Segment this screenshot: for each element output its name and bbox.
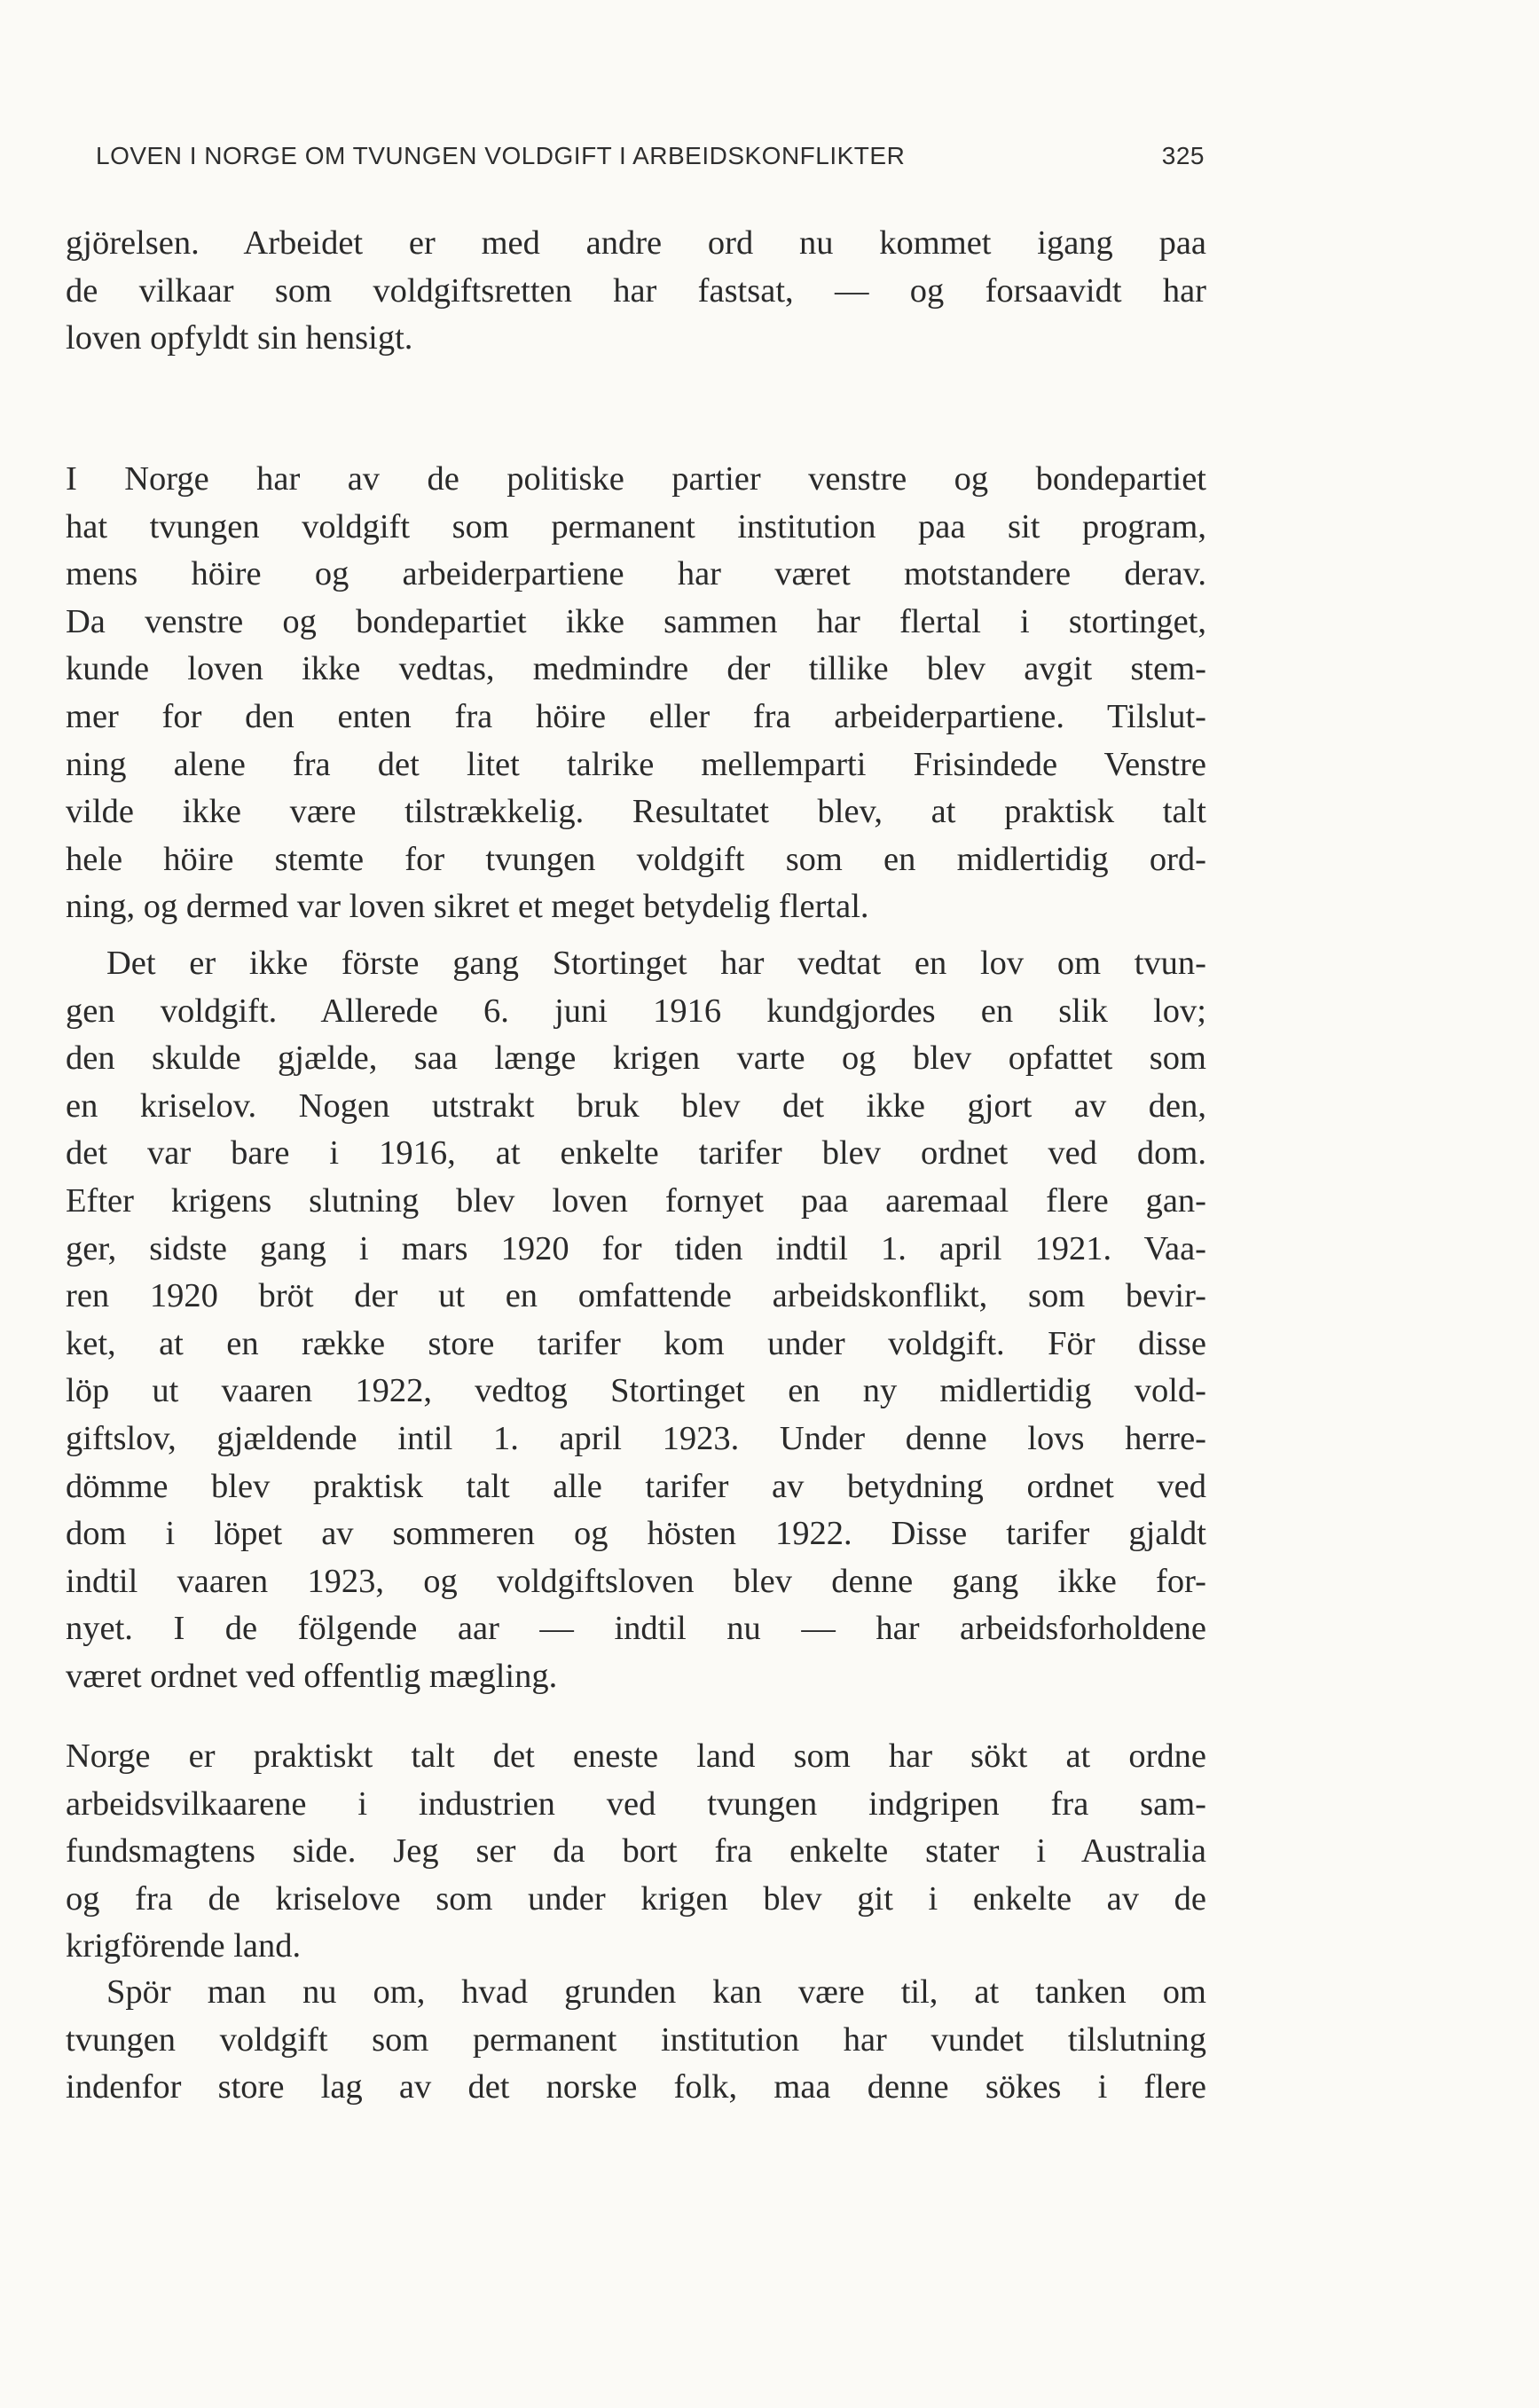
text-line: ren 1920 bröt der ut en omfattende arbeidskonflikt, som bevir- bbox=[66, 1277, 1206, 1315]
text-line: været ordnet ved offentlig mægling. bbox=[66, 1657, 558, 1695]
text-line: hat tvungen voldgift som permanent institution paa sit program, bbox=[66, 507, 1206, 545]
text-line: ket, at en række store tarifer kom under voldgift. För disse bbox=[66, 1324, 1206, 1362]
paragraph-political-parties bbox=[66, 456, 1206, 931]
text-line: indtil vaaren 1923, og voldgiftsloven blev denne gang ikke for- bbox=[66, 1562, 1206, 1600]
text-line: ning, og dermed var loven sikret et meget betydelig flertal. bbox=[66, 888, 869, 926]
text-line: loven opfyldt sin hensigt. bbox=[66, 319, 413, 357]
text-line: en kriselov. Nogen utstrakt bruk blev det ikke gjort av den, bbox=[66, 1086, 1206, 1125]
text-line: gjörelsen. Arbeidet er med andre ord nu kommet igang paa bbox=[66, 224, 1206, 262]
page-number: 325 bbox=[1161, 142, 1205, 169]
text-line: tvungen voldgift som permanent institution har vundet tilslutning bbox=[66, 2020, 1206, 2059]
text-line bbox=[66, 940, 1206, 988]
text-line: löp ut vaaren 1922, vedtog Stortinget en ny midlertidig vold- bbox=[66, 1372, 1206, 1410]
text-line: Efter krigens slutning blev loven fornyet paa aaremaal flere gan- bbox=[66, 1181, 1206, 1220]
text-line: kunde loven ikke vedtas, medmindre der tillike blev avgit stem- bbox=[66, 650, 1206, 688]
text-line: gen voldgift. Allerede 6. juni 1916 kundgjordes en slik lov; bbox=[66, 992, 1206, 1030]
running-header bbox=[96, 142, 1205, 170]
paragraph-law-history bbox=[66, 940, 1206, 1701]
text-line: vilde ikke være tilstrækkelig. Resultatet blev, at praktisk talt bbox=[66, 793, 1206, 831]
paragraph-reasons bbox=[66, 1969, 1206, 2112]
paragraph-only-country bbox=[66, 1733, 1206, 1971]
text-line: Norge er praktiskt talt det eneste land som har sökt at ordne bbox=[66, 1737, 1206, 1775]
text-line: krigförende land. bbox=[66, 1927, 302, 1965]
text-line: giftslov, gjældende intil 1. april 1923. Under denne lovs herre- bbox=[66, 1419, 1206, 1457]
text-line: nyet. I de fölgende aar — indtil nu — har arbeidsforholdene bbox=[66, 1610, 1206, 1648]
text-line: fundsmagtens side. Jeg ser da bort fra enkelte stater i Australia bbox=[66, 1832, 1206, 1871]
text-line: dömme blev praktisk talt alle tarifer av betydning ordnet ved bbox=[66, 1467, 1206, 1505]
text-line: og fra de kriselove som under krigen blev git i enkelte av de bbox=[66, 1879, 1206, 1918]
text-line: I Norge har av de politiske partier venstre og bondepartiet bbox=[66, 460, 1206, 498]
text-line: ger, sidste gang i mars 1920 for tiden indtil 1. april 1921. Vaa- bbox=[66, 1229, 1206, 1267]
text-line: hele höire stemte for tvungen voldgift som en midlertidig ord- bbox=[66, 840, 1206, 878]
text-line: mer for den enten fra höire eller fra arbeiderpartiene. Tilslut- bbox=[66, 697, 1206, 735]
text-line: indenfor store lag av det norske folk, maa denne sökes i flere bbox=[66, 2068, 1206, 2106]
text-line: den skulde gjælde, saa længe krigen varte og blev opfattet som bbox=[66, 1039, 1206, 1078]
paragraph-continuation bbox=[66, 220, 1206, 363]
text-line bbox=[66, 1969, 1206, 2017]
text-line: ning alene fra det litet talrike mellemparti Frisindede Venstre bbox=[66, 745, 1206, 783]
text-line: mens höire og arbeiderpartiene har været motstandere derav. bbox=[66, 555, 1206, 593]
text-line: dom i löpet av sommeren og hösten 1922. Disse tarifer gjaldt bbox=[66, 1515, 1206, 1553]
running-title: LOVEN I NORGE OM TVUNGEN VOLDGIFT I ARBEIDSKONFLIKTER bbox=[96, 142, 906, 169]
text-line: de vilkaar som voldgiftsretten har fastsat, — og forsaavidt har bbox=[66, 271, 1206, 310]
text-line: arbeidsvilkaarene i industrien ved tvungen indgripen fra sam- bbox=[66, 1784, 1206, 1823]
text-line: det var bare i 1916, at enkelte tarifer blev ordnet ved dom. bbox=[66, 1134, 1206, 1173]
text-line-content: Det er ikke förste gang Stortinget har vedtat en lov om tvun- bbox=[106, 945, 1206, 982]
text-line: Da venstre og bondepartiet ikke sammen har flertal i stortinget, bbox=[66, 602, 1206, 640]
text-line-content: Spör man nu om, hvad grunden kan være til, at tanken om bbox=[106, 1973, 1206, 2011]
